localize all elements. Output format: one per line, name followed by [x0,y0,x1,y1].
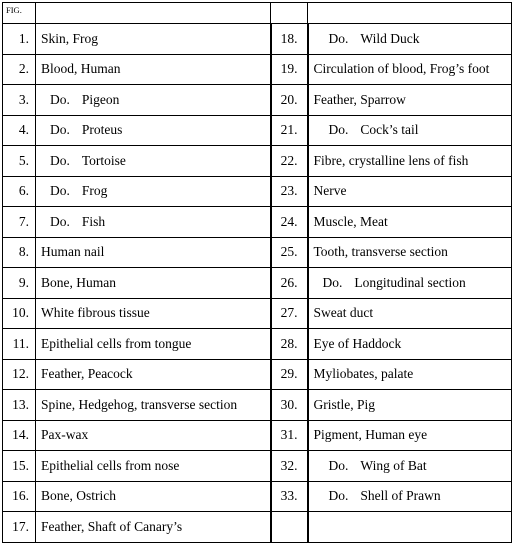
right-fig-description [308,237,512,268]
ditto-mark: Do. [322,274,343,290]
description-text: Eye of Haddock [313,335,402,351]
ditto-mark: Do. [328,488,349,504]
left-fig-description [36,329,271,360]
description-text: Feather, Shaft of Canary’s [41,518,183,534]
table-row [3,146,512,177]
right-fig-description [308,268,512,299]
description-text: Tortoise [81,152,126,168]
right-fig-number: 18. [271,24,308,55]
description-text: Cock’s tail [360,122,419,138]
table-row [3,390,512,421]
left-fig-number: 1. [3,24,36,55]
right-fig-number: 21. [271,115,308,146]
right-fig-description [308,115,512,146]
left-fig-number: 3. [3,85,36,116]
right-fig-number: 29. [271,359,308,390]
left-fig-description [36,115,271,146]
right-fig-description [308,54,512,85]
right-fig-number: 32. [271,451,308,482]
table-row [3,329,512,360]
table-row [3,512,512,543]
right-fig-description [308,359,512,390]
description-text: Wild Duck [360,30,420,46]
right-fig-description [308,451,512,482]
description-text: Wing of Bat [360,457,427,473]
left-fig-description [36,207,271,238]
description-text: Skin, Frog [41,30,99,46]
right-fig-description [308,481,512,512]
right-fig-description [308,512,512,543]
description-text: Fish [81,213,106,229]
description-text: White fibrous tissue [41,305,150,321]
description-text: Circulation of blood, Frog’s foot [313,61,490,77]
right-fig-description [308,207,512,238]
description-text: Feather, Sparrow [313,91,406,107]
left-fig-number: 17. [3,512,36,543]
right-fig-description [308,420,512,451]
right-fig-description [308,298,512,329]
description-text: Nerve [313,183,347,199]
right-fig-number: 23. [271,176,308,207]
left-fig-number: 7. [3,207,36,238]
ditto-mark: Do. [50,122,70,138]
left-fig-number: 15. [3,451,36,482]
description-text: Gristle, Pig [313,396,376,412]
ditto-mark: Do. [50,183,70,199]
table-row [3,451,512,482]
left-fig-number: 12. [3,359,36,390]
table-row [3,268,512,299]
right-fig-description [308,85,512,116]
left-fig-number: 9. [3,268,36,299]
table-row [3,24,512,55]
right-fig-number: 22. [271,146,308,177]
right-fig-number: 31. [271,420,308,451]
ditto-mark: Do. [328,122,349,138]
right-fig-description [308,176,512,207]
description-text: Shell of Prawn [360,488,441,504]
fig-header-label: FIG. [3,3,36,24]
description-text: Longitudinal section [354,274,466,290]
ditto-mark: Do. [50,213,70,229]
description-text: Pax-wax [41,427,89,443]
right-fig-number: 25. [271,237,308,268]
left-fig-number: 10. [3,298,36,329]
right-fig-number: 19. [271,54,308,85]
left-fig-description [36,176,271,207]
right-fig-description [308,24,512,55]
figure-index-table [2,2,512,543]
description-text: Feather, Peacock [41,366,133,382]
description-text: Epithelial cells from tongue [41,335,192,351]
left-fig-description [36,359,271,390]
table-row [3,54,512,85]
left-fig-number: 4. [3,115,36,146]
left-fig-number: 5. [3,146,36,177]
left-fig-description [36,85,271,116]
description-text: Bone, Human [41,274,116,290]
table-row [3,207,512,238]
left-fig-number: 2. [3,54,36,85]
left-fig-number: 8. [3,237,36,268]
left-fig-description [36,390,271,421]
right-fig-number: 26. [271,268,308,299]
description-text: Bone, Ostrich [41,488,116,504]
description-text: Proteus [81,122,123,138]
header-blank-cell [271,3,308,24]
description-text: Sweat duct [313,305,374,321]
description-text: Frog [81,183,108,199]
description-text: Fibre, crystalline lens of fish [313,152,469,168]
right-fig-number: 28. [271,329,308,360]
ditto-mark: Do. [328,30,349,46]
left-fig-description [36,481,271,512]
left-fig-number: 13. [3,390,36,421]
table-row [3,85,512,116]
description-text: Tooth, transverse section [313,244,448,260]
table-row [3,481,512,512]
right-fig-description [308,146,512,177]
table-row [3,420,512,451]
left-fig-number: 14. [3,420,36,451]
left-fig-number: 11. [3,329,36,360]
left-fig-description [36,24,271,55]
right-fig-description [308,390,512,421]
right-fig-number: 33. [271,481,308,512]
left-fig-number: 16. [3,481,36,512]
table-row [3,176,512,207]
table-row [3,237,512,268]
right-fig-description [308,329,512,360]
description-text: Human nail [41,244,105,260]
description-text: Pigeon [81,91,120,107]
left-fig-description [36,237,271,268]
right-fig-number: 27. [271,298,308,329]
right-fig-number [271,512,308,543]
left-fig-description [36,451,271,482]
header-blank-cell [308,3,512,24]
description-text: Epithelial cells from nose [41,457,180,473]
header-blank-cell [36,3,271,24]
table-row [3,115,512,146]
table-row [3,359,512,390]
description-text: Spine, Hedgehog, transverse section [41,396,238,412]
description-text: Pigment, Human eye [313,427,428,443]
description-text: Myliobates, palate [313,366,414,382]
left-fig-number: 6. [3,176,36,207]
right-fig-number: 20. [271,85,308,116]
description-text: Muscle, Meat [313,213,388,229]
left-fig-description [36,512,271,543]
header-row [3,3,512,24]
left-fig-description [36,298,271,329]
table-row [3,298,512,329]
right-fig-number: 30. [271,390,308,421]
ditto-mark: Do. [328,457,349,473]
left-fig-description [36,268,271,299]
right-fig-number: 24. [271,207,308,238]
left-fig-description [36,420,271,451]
ditto-mark: Do. [50,91,70,107]
left-fig-description [36,54,271,85]
ditto-mark: Do. [50,152,70,168]
left-fig-description [36,146,271,177]
description-text: Blood, Human [41,61,121,77]
